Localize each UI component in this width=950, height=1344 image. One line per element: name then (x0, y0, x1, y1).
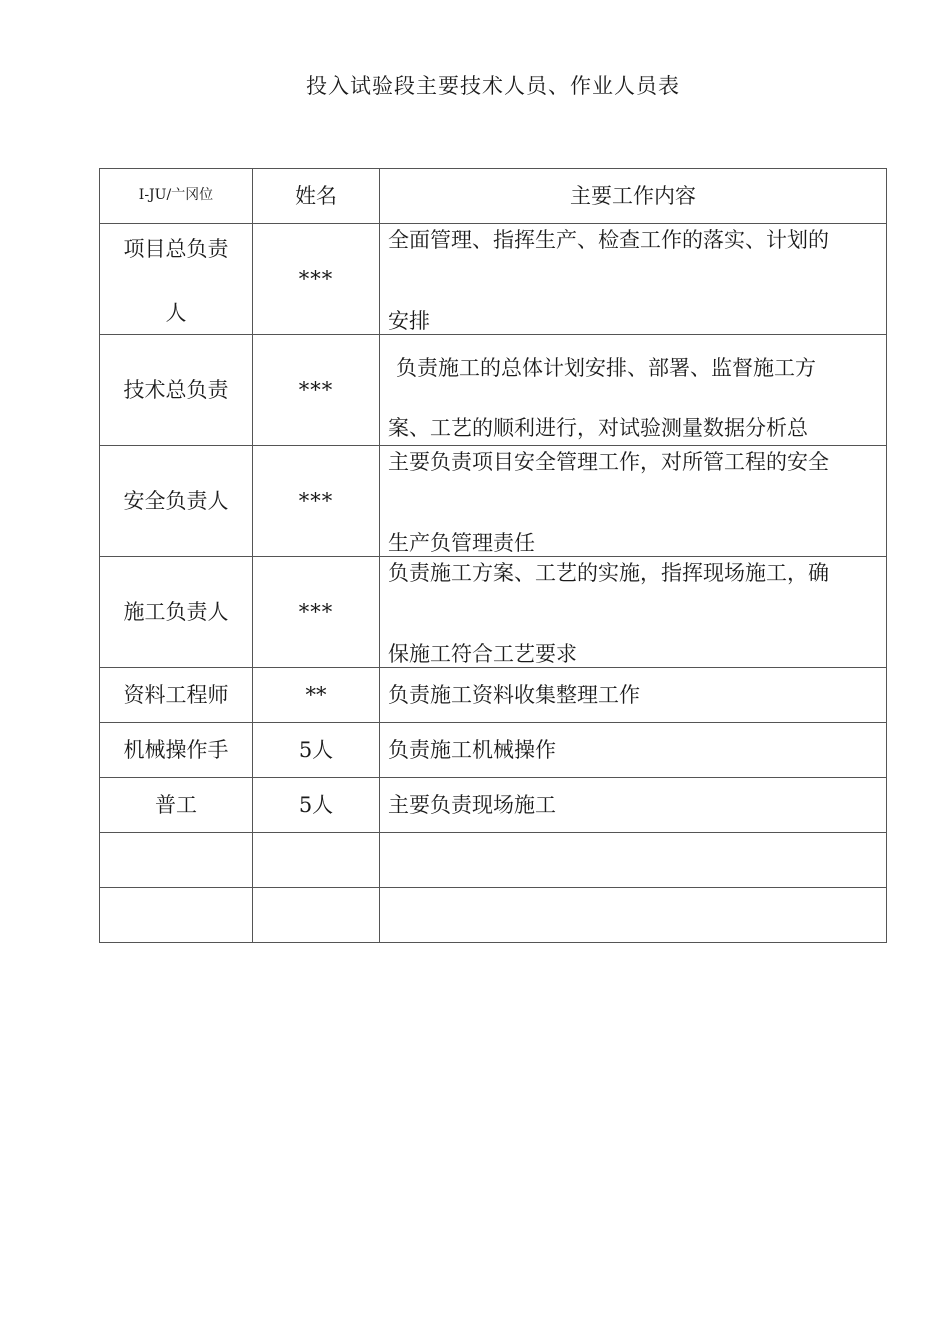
name-cell (253, 888, 380, 943)
work-text-line2: 安排 (388, 308, 430, 333)
work-cell (380, 888, 887, 943)
document-title: 投入试验段主要技术人员、作业人员表 (306, 74, 680, 98)
work-cell (380, 557, 887, 668)
name-cell: *** (253, 446, 380, 557)
name-cell: ** (253, 668, 380, 723)
role-text-line2: 人 (165, 300, 187, 325)
table-row (100, 557, 887, 668)
name-cell: *** (253, 335, 380, 446)
name-cell: *** (253, 557, 380, 668)
work-cell (380, 224, 887, 335)
work-text-line1: 主要负责项目安全管理工作，对所管工程的安全 (388, 450, 829, 474)
work-cell: 负责施工资料收集整理工作 (380, 668, 887, 723)
work-text-line1: 负责施工的总体计划安排、部署、监督施工方 (396, 356, 816, 380)
role-cell: 技术总负责 (100, 335, 253, 446)
table-header-row (100, 169, 887, 224)
work-text-line1: 负责施工方案、工艺的实施，指挥现场施工，确 (388, 561, 829, 585)
work-cell: 负责施工机械操作 (380, 723, 887, 778)
role-cell (100, 833, 253, 888)
table-row (100, 335, 887, 446)
role-cell (100, 224, 253, 335)
staff-table (99, 168, 887, 943)
table-row (100, 668, 887, 723)
work-cell (380, 335, 887, 446)
role-cell: 安全负责人 (100, 446, 253, 557)
header-role: I-JU/亠冈位 (100, 169, 253, 224)
role-cell: 施工负责人 (100, 557, 253, 668)
name-cell: 5人 (253, 778, 380, 833)
name-cell: *** (253, 224, 380, 335)
role-cell: 普工 (100, 778, 253, 833)
name-cell (253, 833, 380, 888)
table-row (100, 224, 887, 335)
header-work: 主要工作内容 (380, 169, 887, 224)
table-row (100, 778, 887, 833)
work-cell: 主要负责现场施工 (380, 778, 887, 833)
work-cell (380, 446, 887, 557)
work-text-line2: 保施工符合工艺要求 (388, 641, 577, 666)
work-text-line1: 全面管理、指挥生产、检查工作的落实、计划的 (388, 228, 829, 252)
role-cell: 资料工程师 (100, 668, 253, 723)
work-text-line2: 生产负管理责任 (388, 530, 535, 555)
name-cell: 5人 (253, 723, 380, 778)
role-cell (100, 888, 253, 943)
table-row-empty (100, 833, 887, 888)
work-text-line2: 案、工艺的顺利进行，对试验测量数据分析总 (388, 415, 808, 440)
role-text-line1: 项目总负责 (123, 237, 229, 261)
role-cell: 机械操作手 (100, 723, 253, 778)
work-cell (380, 833, 887, 888)
table-row (100, 723, 887, 778)
table-row (100, 446, 887, 557)
table-row-empty (100, 888, 887, 943)
header-name: 姓名 (253, 169, 380, 224)
